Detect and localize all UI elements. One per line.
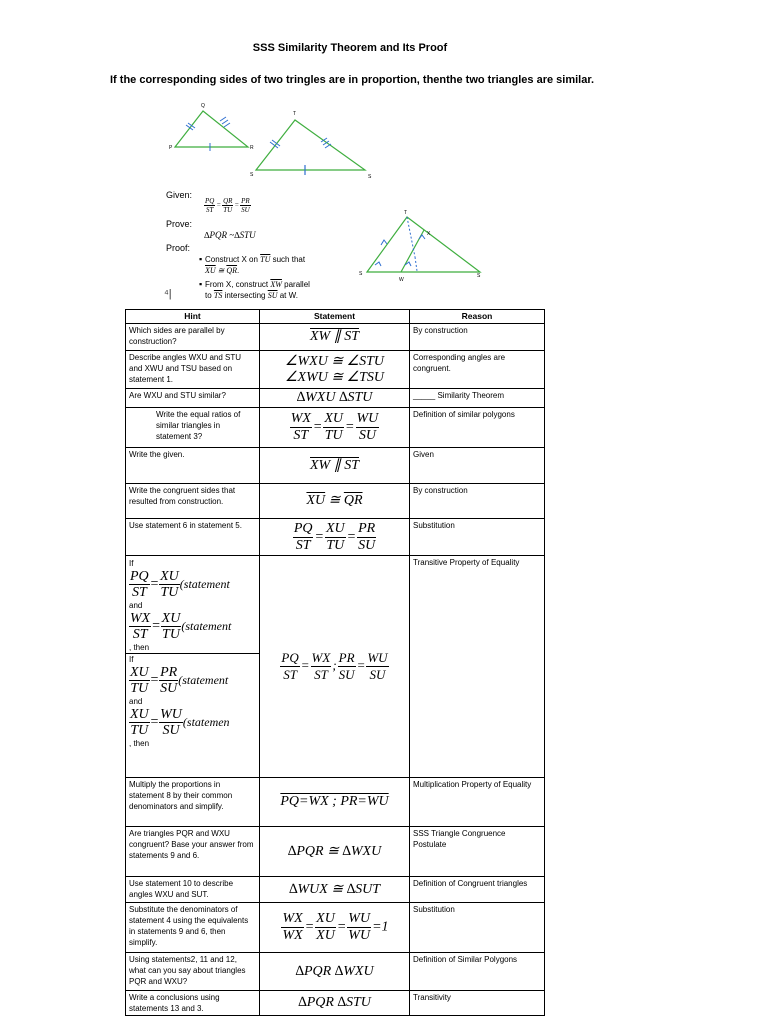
triangle-figures	[160, 100, 400, 190]
hint-cell: Write the equal ratios of similar triangles in statement 3?	[126, 408, 260, 448]
bullet-construct-x: ▪ Construct X on $\overline{TU}$ such that $\overline{XU}$ ≅ $\overline{QR}$.	[199, 254, 306, 275]
hint-cell: Write a conclusions using statements 13 and 3.	[126, 991, 260, 1016]
label-u: S	[368, 174, 372, 180]
svg-text:X: X	[427, 231, 431, 237]
text-cursor-icon: ⁴|	[164, 288, 172, 300]
table-row	[126, 408, 545, 448]
header-statement: Statement	[260, 310, 410, 324]
hint-cell: Write the given.	[126, 448, 260, 484]
prove-label: Prove:	[166, 219, 193, 229]
reason-cell: _____ Similarity Theorem	[410, 389, 545, 408]
statement-cell: $\frac{WX}{ST}$ = $\frac{XU}{TU}$ = $\frac{WU}{SU}$	[260, 408, 410, 448]
hint-cell: Describe angles WXU and STU and XWU and TSU based on statement 1.	[126, 351, 260, 389]
header-reason: Reason	[410, 310, 545, 324]
hint-cell: Using statements2, 11 and 12, what can you say about triangles PQR and WXU?	[126, 953, 260, 991]
hint-cell: Multiply the proportions in statement 8 by their common denominators and simplify.	[126, 778, 260, 827]
triangle-stu	[250, 111, 372, 180]
svg-text:T: T	[404, 210, 408, 216]
table-header-row	[126, 310, 545, 324]
reason-cell: Transitivity	[410, 991, 545, 1016]
table-row	[126, 827, 545, 877]
reason-cell: Substitution	[410, 519, 545, 556]
hint-cell: Use statement 10 to describe angles WXU and SUT.	[126, 877, 260, 903]
hint-cell: If $\frac{PQ}{ST}$ = $\frac{XU}{TU}$ (statement and $\frac{WX}{ST}$ = $\frac{XU}{TU}$ (statement , then If $\frac{XU}{TU}$ = $\frac{PR}{SU}$ (statement and $\frac{XU}{TU}$ = $\frac{WU}{SU}$ (statemen , then	[126, 556, 260, 778]
page-title: SSS Similarity Theorem and Its Proof	[252, 42, 448, 54]
label-q: Q	[201, 103, 205, 109]
reason-cell: Transitive Property of Equality	[410, 556, 545, 778]
reason-cell: By construction	[410, 324, 545, 351]
bullet-construct-xw: ▪ From X, construct $\overline{XW}$ parallel to $\overline{TS}$ intersecting $\overline{SU}$ at W.	[199, 279, 310, 300]
hint-cell: Which sides are parallel by construction?	[126, 324, 260, 351]
table-row	[126, 556, 545, 778]
statement-cell: $\frac{WX}{WX}$ = $\frac{XU}{XU}$ = $\frac{WU}{WU}$ =1	[260, 903, 410, 953]
statement-cell: ∆PQR ∆STU	[260, 991, 410, 1016]
table-row	[126, 448, 545, 484]
proof-label: Proof:	[166, 243, 191, 253]
statement-cell: $\overline{XU}$ ≅ $\overline{QR}$	[260, 484, 410, 519]
statement-cell: ∆PQR ≅ ∆WXU	[260, 827, 410, 877]
reason-cell: Corresponding angles are congruent.	[410, 351, 545, 389]
label-r: R	[250, 145, 254, 151]
statement-cell: ∠WXU ≅ ∠STU ∠XWU ≅ ∠TSU	[260, 351, 410, 389]
hint-cell: Substitute the denominators of statement 4 using the equivalents in statements 9 and 6, then simplify.	[126, 903, 260, 953]
given-label: Given:	[166, 190, 193, 200]
table-row	[126, 778, 545, 827]
reason-cell: Definition of Congruent triangles	[410, 877, 545, 903]
label-s: S	[250, 172, 254, 178]
hint-cell: Are triangles PQR and WXU congruent? Base your answer from statements 9 and 6.	[126, 827, 260, 877]
table-row	[126, 991, 545, 1016]
svg-text:S: S	[359, 271, 363, 277]
statement-cell: ∆WUX ≅ ∆SUT	[260, 877, 410, 903]
table-row	[126, 953, 545, 991]
reason-cell: SSS Triangle Congruence Postulate	[410, 827, 545, 877]
prove-statement: ∆PQR ~∆STU	[204, 230, 256, 240]
hint-cell: Write the congruent sides that resulted from construction.	[126, 484, 260, 519]
triangle-pqr	[169, 103, 254, 151]
statement-cell: PQ=WX ; PR=WU	[260, 778, 410, 827]
label-t: T	[293, 111, 297, 117]
statement-cell: XW ∥ ST	[260, 448, 410, 484]
statement-cell: ∆WXU ∆STU	[260, 389, 410, 408]
reason-cell: Definition of similar polygons	[410, 408, 545, 448]
label-p: P	[169, 145, 173, 151]
statement-cell: $\frac{PQ}{ST}$ = $\frac{XU}{TU}$ = $\frac{PR}{SU}$	[260, 519, 410, 556]
reason-cell: Multiplication Property of Equality	[410, 778, 545, 827]
construction-figure	[355, 205, 495, 285]
table-row	[126, 519, 545, 556]
table-row	[126, 351, 545, 389]
statement-cell: ∆PQR ∆WXU	[260, 953, 410, 991]
statement-cell: XW ∥ ST	[260, 324, 410, 351]
table-row	[126, 484, 545, 519]
table-row	[126, 903, 545, 953]
given-equation: $\frac{PQ}{ST}$ = $\frac{QR}{TU}$ = $\frac{PR}{SU}$	[205, 197, 250, 214]
table-row	[126, 324, 545, 351]
hint-cell: Are WXU and STU similar?	[126, 389, 260, 408]
hint-cell: Use statement 6 in statement 5.	[126, 519, 260, 556]
reason-cell: By construction	[410, 484, 545, 519]
reason-cell: Given	[410, 448, 545, 484]
statement-cell: $\frac{PQ}{ST}$ = $\frac{WX}{ST}$ ; $\frac{PR}{SU}$ = $\frac{WU}{SU}$	[260, 556, 410, 778]
svg-text:S: S	[477, 273, 481, 279]
table-row	[126, 389, 545, 408]
proof-table	[125, 309, 545, 1016]
reason-cell: Substitution	[410, 903, 545, 953]
reason-cell: Definition of Similar Polygons	[410, 953, 545, 991]
svg-text:W: W	[399, 277, 404, 283]
table-row	[126, 877, 545, 903]
theorem-statement: If the corresponding sides of two tringles are in proportion, thenthe two triangles are similar.	[110, 74, 595, 86]
header-hint: Hint	[126, 310, 260, 324]
